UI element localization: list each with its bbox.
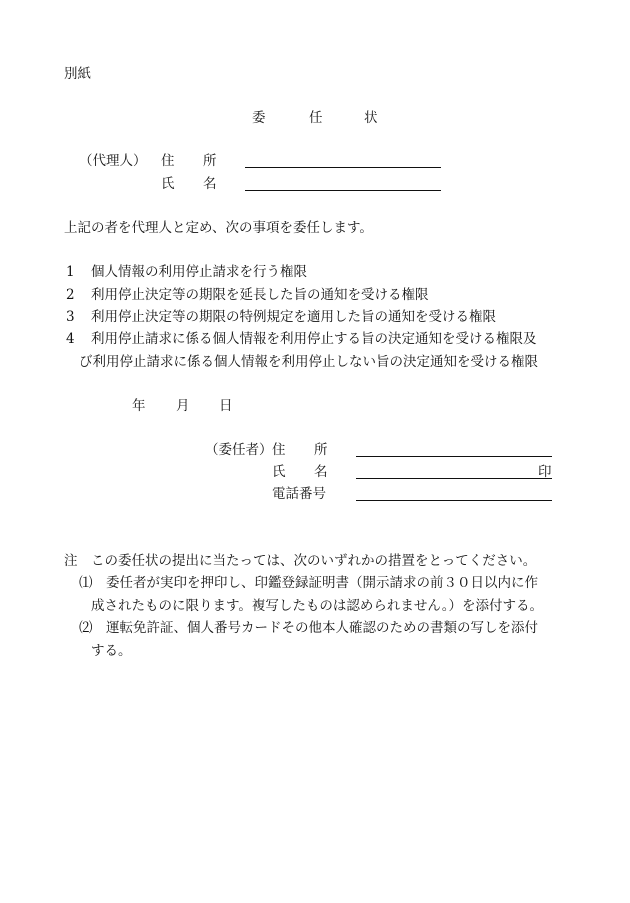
title-char-3: 状 — [364, 110, 378, 126]
agent-name-label-1: 氏 — [161, 176, 175, 192]
agent-name-label-2: 名 — [203, 176, 217, 192]
principal-phone-field[interactable] — [356, 500, 552, 501]
note-item-2-line2: する。 — [91, 643, 132, 659]
item-1-number: 1 — [66, 264, 75, 280]
item-3-text: 利用停止決定等の期限の特例規定を適用した旨の通知を受ける権限 — [91, 309, 496, 325]
date-year: 年 — [132, 398, 146, 414]
agent-address-label-1: 住 — [161, 153, 175, 169]
item-2-number: 2 — [66, 287, 75, 303]
principal-prefix: （委任者） — [205, 442, 273, 458]
agent-address-field[interactable] — [245, 167, 441, 168]
item-4-text-continued: び利用停止請求に係る個人情報を利用停止しない旨の決定通知を受ける権限 — [79, 354, 538, 370]
principal-phone-label: 電話番号 — [272, 486, 326, 502]
note-item-1-number: ⑴ — [79, 575, 93, 591]
seal-mark: 印 — [538, 464, 552, 480]
item-3-number: 3 — [66, 309, 75, 325]
note-item-2-number: ⑵ — [79, 620, 93, 636]
item-2-text: 利用停止決定等の期限を延長した旨の通知を受ける権限 — [91, 287, 429, 303]
attachment-label: 別紙 — [64, 66, 91, 82]
principal-address-label-1: 住 — [272, 442, 286, 458]
agent-address-label-2: 所 — [203, 153, 217, 169]
item-1-text: 個人情報の利用停止請求を行う権限 — [91, 264, 307, 280]
principal-address-field[interactable] — [356, 456, 552, 457]
item-4-number: 4 — [66, 331, 75, 347]
principal-address-label-2: 所 — [314, 442, 328, 458]
intro-text: 上記の者を代理人と定め、次の事項を委任します。 — [64, 220, 373, 236]
note-text: この委任状の提出に当たっては、次のいずれかの措置をとってください。 — [91, 553, 537, 569]
note-item-1-line1: 委任者が実印を押印し、印鑑登録証明書（開示請求の前３０日以内に作 — [106, 575, 538, 591]
title-char-2: 任 — [309, 110, 323, 126]
date-day: 日 — [219, 398, 233, 414]
note-item-1-line2: 成されたものに限ります。複写したものは認められません。）を添付する。 — [91, 598, 543, 614]
agent-name-field[interactable] — [245, 190, 441, 191]
principal-name-label-1: 氏 — [272, 464, 286, 480]
agent-prefix: （代理人） — [79, 153, 147, 169]
principal-name-field[interactable] — [356, 478, 552, 479]
note-head: 注 — [64, 553, 78, 569]
item-4-text: 利用停止請求に係る個人情報を利用停止する旨の決定通知を受ける権限及 — [91, 331, 537, 347]
title-char-1: 委 — [252, 110, 266, 126]
date-month: 月 — [176, 398, 190, 414]
principal-name-label-2: 名 — [314, 464, 328, 480]
note-item-2-line1: 運転免許証、個人番号カードその他本人確認のための書類の写しを添付 — [106, 620, 538, 636]
